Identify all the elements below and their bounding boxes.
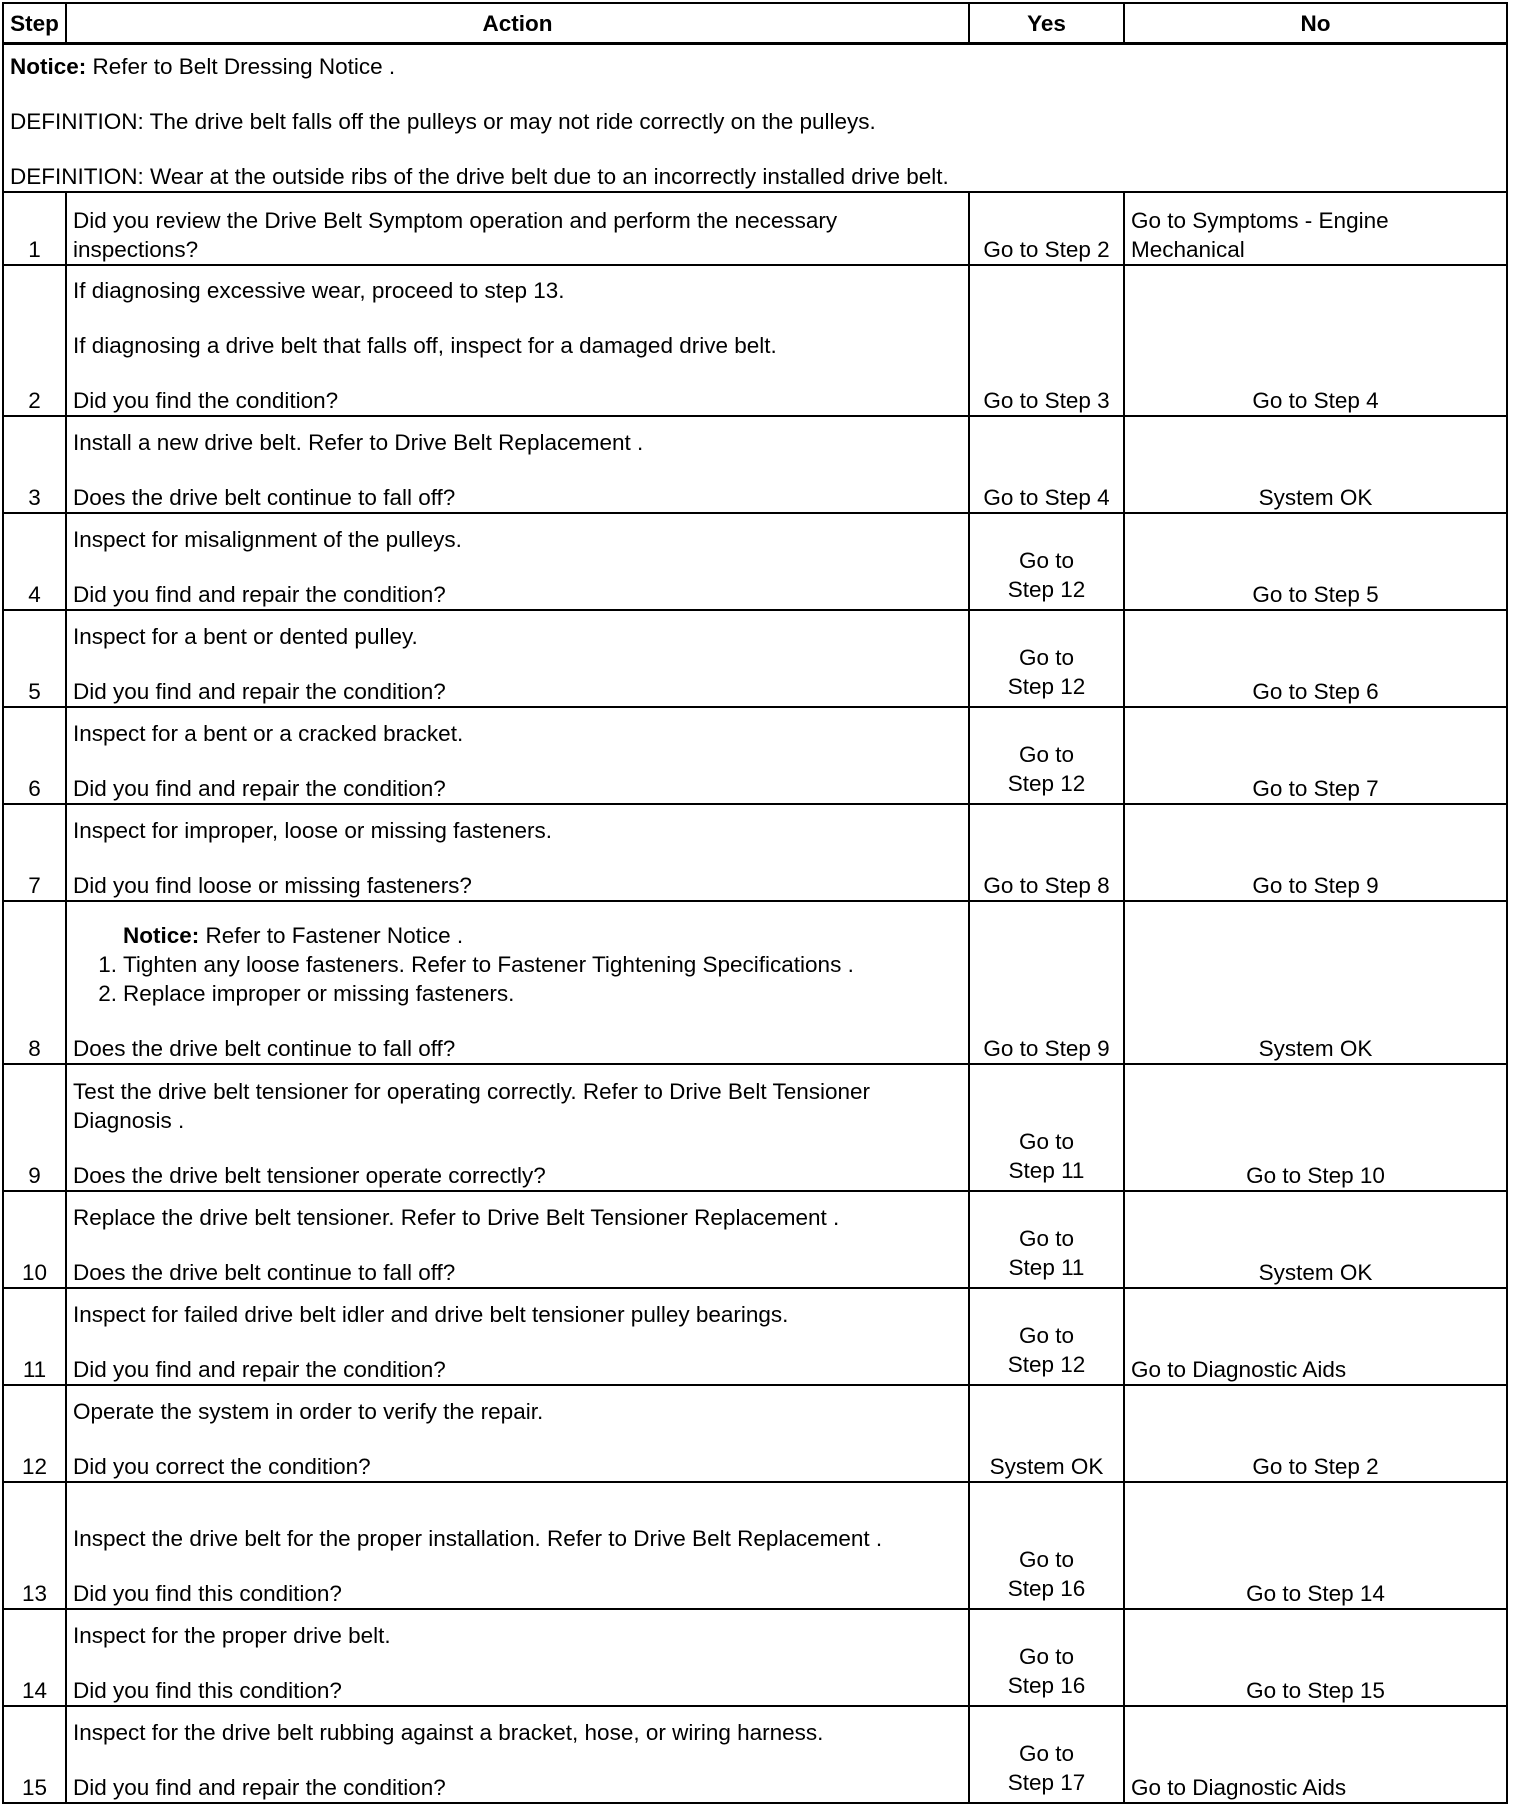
- no-result: Go to Step 10: [1124, 1064, 1507, 1191]
- yes-result: Go to Step 8: [969, 804, 1124, 901]
- action-instruction: Test the drive belt tensioner for operating correctly. Refer to Drive Belt Tensioner Diagnosis .: [73, 1079, 871, 1133]
- list-item-text: Replace improper or missing fasteners.: [123, 981, 515, 1006]
- action-cell: [66, 610, 969, 707]
- step-rows: [3, 192, 1507, 1803]
- definition-1: DEFINITION: The drive belt falls off the pulleys or may not ride correctly on the pulleys.: [10, 109, 876, 134]
- action-question: Did you find and repair the condition?: [73, 582, 446, 607]
- action-cell: [66, 192, 969, 265]
- fix-list: [73, 950, 962, 1008]
- action-cell: [66, 804, 969, 901]
- no-result: Go to Step 4: [1124, 265, 1507, 416]
- no-result: Go to Step 2: [1124, 1385, 1507, 1482]
- no-result: Go to Step 9: [1124, 804, 1507, 901]
- action-question: Did you find this condition?: [73, 1581, 342, 1606]
- header-no: No: [1124, 3, 1507, 44]
- action-cell: [66, 1288, 969, 1385]
- header-step: Step: [3, 3, 66, 44]
- action-instruction: Inspect for improper, loose or missing fasteners.: [73, 818, 552, 843]
- intro-notice-label: Notice:: [10, 54, 87, 79]
- step-number: 9: [3, 1064, 66, 1191]
- action-instruction: Inspect for failed drive belt idler and drive belt tensioner pulley bearings.: [73, 1302, 789, 1327]
- action-question: Does the drive belt continue to fall off?: [73, 485, 456, 510]
- no-result: Go to Step 14: [1124, 1482, 1507, 1609]
- table-row: [3, 265, 1507, 416]
- action-cell: [66, 1064, 969, 1191]
- action-cell: [66, 1482, 969, 1609]
- no-result: Go to Diagnostic Aids: [1124, 1288, 1507, 1385]
- table-row: [3, 416, 1507, 513]
- action-instruction: Inspect for a bent or dented pulley.: [73, 624, 418, 649]
- action-instruction: Replace the drive belt tensioner. Refer to Drive Belt Tensioner Replacement .: [73, 1205, 840, 1230]
- yes-result: Go to Step 2: [969, 192, 1124, 265]
- step-number: 11: [3, 1288, 66, 1385]
- intro-notes: [3, 44, 1507, 193]
- yes-result: System OK: [969, 1385, 1124, 1482]
- yes-result: Go to Step 12: [969, 610, 1124, 707]
- action-question: Did you find and repair the condition?: [73, 1357, 446, 1382]
- yes-result: Go to Step 11: [969, 1064, 1124, 1191]
- action-instruction: Inspect the drive belt for the proper installation. Refer to Drive Belt Replacement .: [73, 1526, 883, 1551]
- step-number: 7: [3, 804, 66, 901]
- yes-result: Go to Step 3: [969, 265, 1124, 416]
- action-question: Did you find and repair the condition?: [73, 1775, 446, 1800]
- diagnostic-table: [2, 2, 1508, 1804]
- action-cell: [66, 707, 969, 804]
- header-yes: Yes: [969, 3, 1124, 44]
- action-instruction: Install a new drive belt. Refer to Drive Belt Replacement .: [73, 430, 644, 455]
- no-result: Go to Step 7: [1124, 707, 1507, 804]
- step-number: 13: [3, 1482, 66, 1609]
- action-instruction: If diagnosing a drive belt that falls off, inspect for a damaged drive belt.: [73, 333, 777, 358]
- notice-label: Notice:: [123, 923, 200, 948]
- no-result: Go to Symptoms - Engine Mechanical: [1124, 192, 1507, 265]
- header-action: Action: [66, 3, 969, 44]
- definition-2: DEFINITION: Wear at the outside ribs of the drive belt due to an incorrectly installed drive belt.: [10, 164, 949, 189]
- action-instruction: Inspect for the drive belt rubbing against a bracket, hose, or wiring harness.: [73, 1720, 824, 1745]
- step-number: 14: [3, 1609, 66, 1706]
- action-instruction: Inspect for a bent or a cracked bracket.: [73, 721, 464, 746]
- table-row: [3, 804, 1507, 901]
- action-question: Does the drive belt continue to fall off?: [73, 1260, 456, 1285]
- list-item-number: 1.: [98, 952, 117, 977]
- step-number: 5: [3, 610, 66, 707]
- yes-result: Go to Step 16: [969, 1609, 1124, 1706]
- list-item: [98, 950, 962, 979]
- action-question: Did you find this condition?: [73, 1678, 342, 1703]
- yes-result: Go to Step 12: [969, 1288, 1124, 1385]
- yes-result: Go to Step 4: [969, 416, 1124, 513]
- action-instruction: Did you review the Drive Belt Symptom operation and perform the necessary inspections?: [73, 208, 838, 262]
- list-item-text: Tighten any loose fasteners. Refer to Fastener Tightening Specifications .: [123, 952, 854, 977]
- intro-row: [3, 44, 1507, 193]
- table-row: [3, 513, 1507, 610]
- table-row: [3, 1609, 1507, 1706]
- step-number: 15: [3, 1706, 66, 1803]
- table-row: [3, 901, 1507, 1064]
- action-question: Did you find loose or missing fasteners?: [73, 873, 472, 898]
- no-result: Go to Step 15: [1124, 1609, 1507, 1706]
- intro-notice-text: Refer to Belt Dressing Notice .: [86, 54, 396, 79]
- action-instruction: Inspect for misalignment of the pulleys.: [73, 527, 462, 552]
- action-cell: [66, 513, 969, 610]
- no-result: Go to Step 5: [1124, 513, 1507, 610]
- yes-result: Go to Step 16: [969, 1482, 1124, 1609]
- no-result: System OK: [1124, 901, 1507, 1064]
- yes-result: Go to Step 11: [969, 1191, 1124, 1288]
- table-row: [3, 1482, 1507, 1609]
- notice-text: Refer to Fastener Notice .: [199, 923, 464, 948]
- action-instruction: Inspect for the proper drive belt.: [73, 1623, 391, 1648]
- action-cell: [66, 265, 969, 416]
- list-item-number: 2.: [98, 981, 117, 1006]
- action-cell: [66, 1385, 969, 1482]
- table-row: [3, 610, 1507, 707]
- yes-result: Go to Step 12: [969, 513, 1124, 610]
- no-result: Go to Step 6: [1124, 610, 1507, 707]
- step-number: 12: [3, 1385, 66, 1482]
- yes-result: Go to Step 9: [969, 901, 1124, 1064]
- action-cell: [66, 1706, 969, 1803]
- step-number: 4: [3, 513, 66, 610]
- action-question: Does the drive belt tensioner operate correctly?: [73, 1163, 546, 1188]
- action-question: Did you find and repair the condition?: [73, 679, 446, 704]
- table-row: [3, 1706, 1507, 1803]
- yes-result: Go to Step 17: [969, 1706, 1124, 1803]
- action-question: Did you find and repair the condition?: [73, 776, 446, 801]
- no-result: System OK: [1124, 416, 1507, 513]
- action-cell: [66, 1191, 969, 1288]
- action-question: Did you correct the condition?: [73, 1454, 371, 1479]
- action-instruction: Operate the system in order to verify the repair.: [73, 1399, 544, 1424]
- table-row: [3, 192, 1507, 265]
- step-number: 6: [3, 707, 66, 804]
- no-result: Go to Diagnostic Aids: [1124, 1706, 1507, 1803]
- header-row: [3, 3, 1507, 44]
- step-number: 8: [3, 901, 66, 1064]
- step-number: 10: [3, 1191, 66, 1288]
- yes-result: Go to Step 12: [969, 707, 1124, 804]
- table-row: [3, 1064, 1507, 1191]
- action-cell: [66, 901, 969, 1064]
- table-row: [3, 707, 1507, 804]
- no-result: System OK: [1124, 1191, 1507, 1288]
- list-item: [98, 979, 962, 1008]
- table-row: [3, 1288, 1507, 1385]
- action-cell: [66, 1609, 969, 1706]
- table-row: [3, 1385, 1507, 1482]
- fastener-notice: [73, 921, 962, 950]
- action-question: Does the drive belt continue to fall off?: [73, 1036, 456, 1061]
- table-row: [3, 1191, 1507, 1288]
- step-number: 2: [3, 265, 66, 416]
- action-cell: [66, 416, 969, 513]
- step-number: 3: [3, 416, 66, 513]
- step-number: 1: [3, 192, 66, 265]
- action-question: Did you find the condition?: [73, 388, 339, 413]
- action-instruction: If diagnosing excessive wear, proceed to step 13.: [73, 278, 565, 303]
